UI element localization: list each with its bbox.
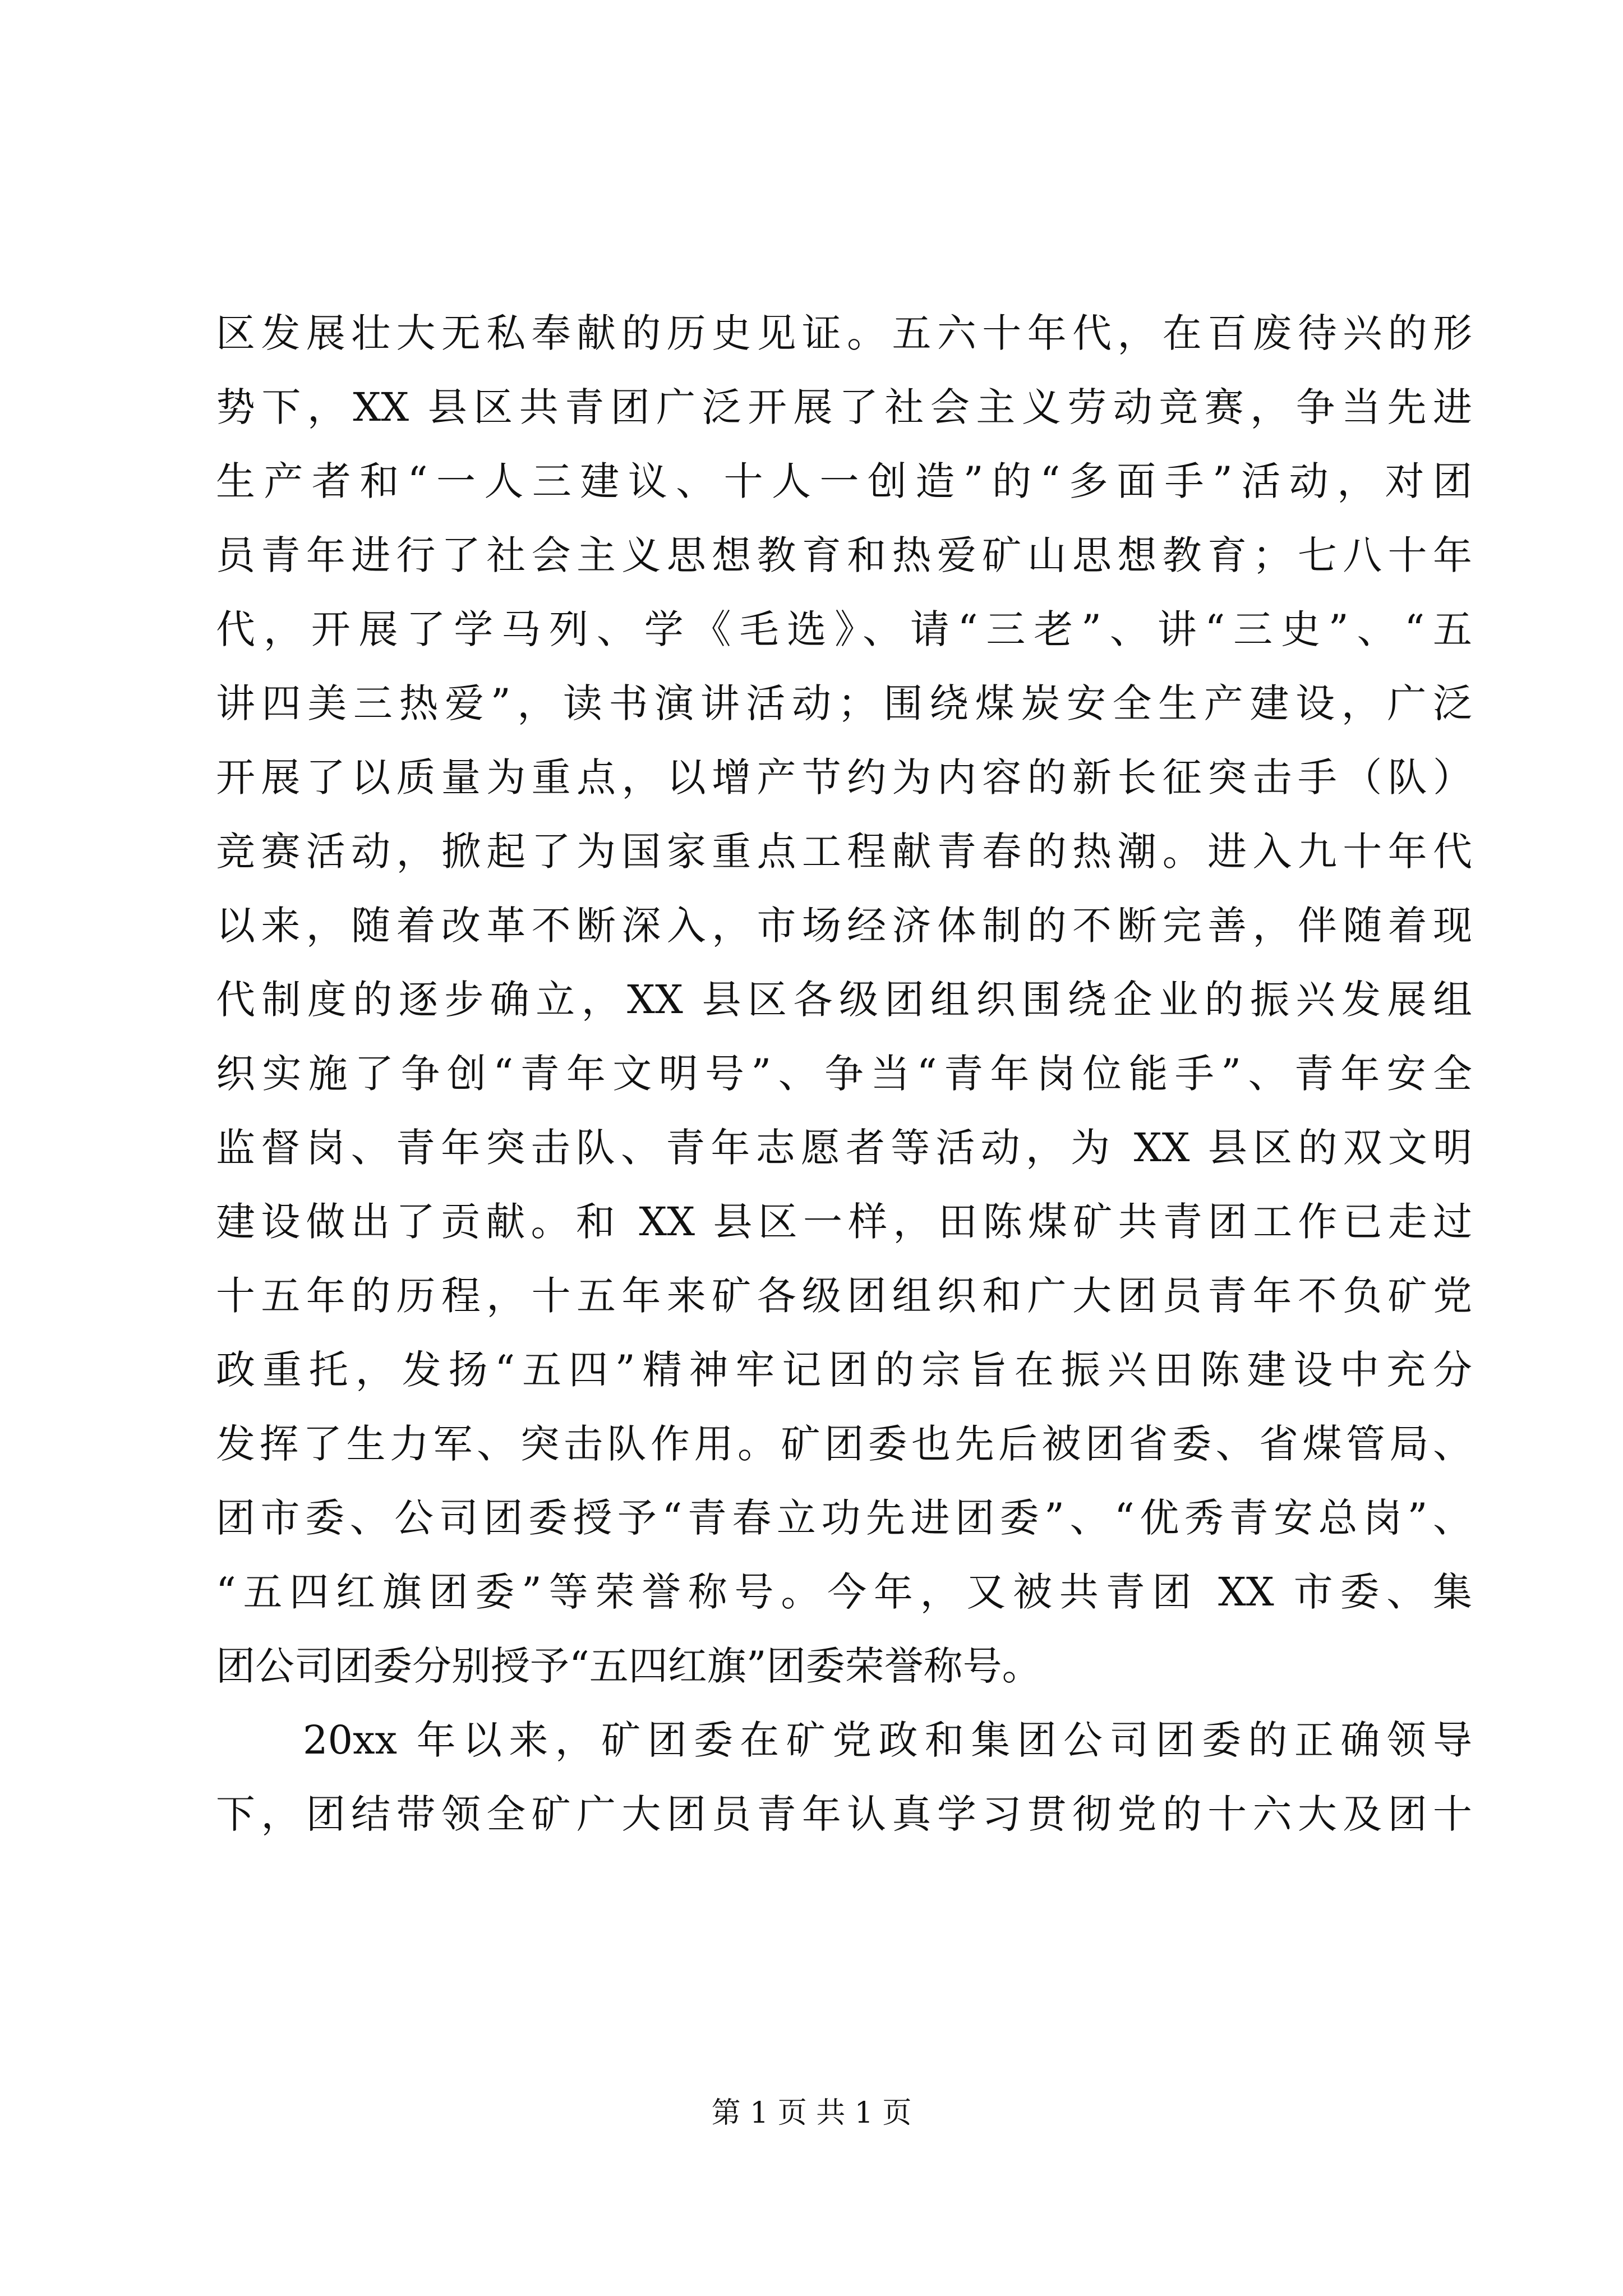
- text-line: 织实施了争创“青年文明号”、争当“青年岗位能手”、青年安全: [216, 1051, 1472, 1097]
- text-line: “五四红旗团委”等荣誉称号。今年，又被共青团 XX 市委、集: [216, 1569, 1472, 1615]
- text-line: 发挥了生力军、突击队作用。矿团委也先后被团省委、省煤管局、: [216, 1421, 1472, 1467]
- text-line: 团公司团委分别授予“五四红旗”团委荣誉称号。: [216, 1643, 1041, 1689]
- body-text: [216, 296, 1472, 1851]
- text-line: 竞赛活动，掀起了为国家重点工程献青春的热潮。进入九十年代: [216, 829, 1472, 875]
- text-line: 建设做出了贡献。和 XX 县区一样，田陈煤矿共青团工作已走过: [216, 1199, 1472, 1245]
- text-line: 团市委、公司团委授予“青春立功先进团委”、“优秀青安总岗”、: [216, 1495, 1472, 1541]
- paragraph-first-line: 20xx 年以来，矿团委在矿党政和集团公司团委的正确领导: [303, 1717, 1472, 1763]
- text-line: 员青年进行了社会主义思想教育和热爱矿山思想教育；七八十年: [216, 532, 1472, 578]
- text-line: 生产者和“一人三建议、十人一创造”的“多面手”活动，对团: [216, 458, 1472, 504]
- text-line: 下，团结带领全矿广大团员青年认真学习贯彻党的十六大及团十: [216, 1791, 1472, 1837]
- text-line: 开展了以质量为重点，以增产节约为内容的新长征突击手（队）: [216, 754, 1472, 800]
- text-line: 代制度的逐步确立，XX 县区各级团组织围绕企业的振兴发展组: [216, 977, 1472, 1023]
- text-line: 代，开展了学马列、学《毛选》、请“三老”、讲“三史”、“五: [216, 606, 1472, 652]
- text-line: 十五年的历程，十五年来矿各级团组织和广大团员青年不负矿党: [216, 1273, 1472, 1319]
- text-line: 政重托，发扬“五四”精神牢记团的宗旨在振兴田陈建设中充分: [216, 1347, 1472, 1393]
- text-line: 以来，随着改革不断深入，市场经济体制的不断完善，伴随着现: [216, 903, 1472, 949]
- text-line: 势下，XX 县区共青团广泛开展了社会主义劳动竞赛，争当先进: [216, 384, 1472, 430]
- text-line: 监督岗、青年突击队、青年志愿者等活动，为 XX 县区的双文明: [216, 1125, 1472, 1171]
- text-line: 区发展壮大无私奉献的历史见证。五六十年代，在百废待兴的形: [216, 310, 1472, 356]
- text-line: 讲四美三热爱”，读书演讲活动；围绕煤炭安全生产建设，广泛: [216, 680, 1472, 726]
- page-footer: 第 1 页 共 1 页: [711, 2096, 912, 2130]
